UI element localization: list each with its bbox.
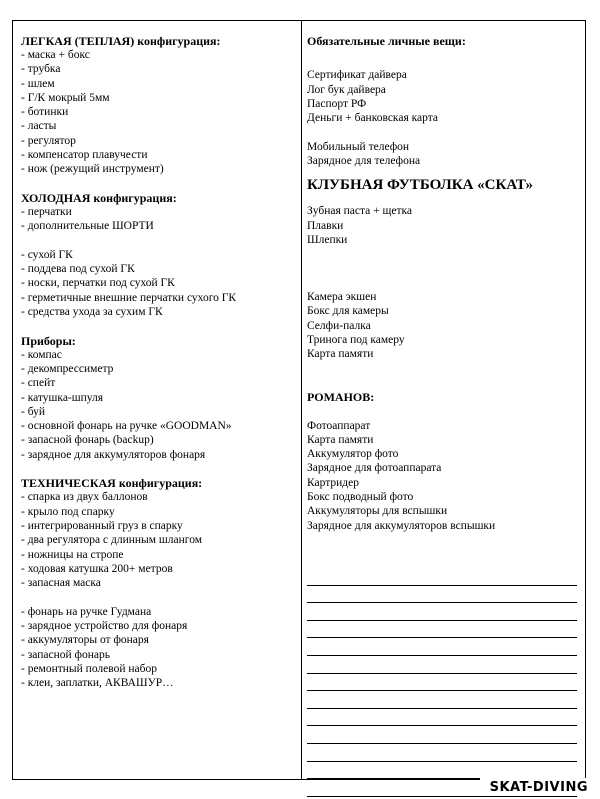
- left-column: [21, 34, 296, 690]
- list-item: - основной фонарь на ручке «GOODMAN»: [21, 420, 232, 433]
- tech-config-list: [21, 490, 296, 590]
- write-line: [307, 568, 577, 586]
- list-item: Селфи-палка: [307, 319, 371, 332]
- club-tshirt-heading: КЛУБНАЯ ФУТБОЛКА «СКАТ»: [307, 177, 534, 194]
- romanov-title: РОМАНОВ:: [307, 390, 375, 405]
- list-item: - дополнительные ШОРТИ: [21, 220, 154, 233]
- list-item: - компас: [21, 348, 62, 361]
- list-item: - катушка-шпуля: [21, 391, 104, 404]
- list-item: Зубная паста + щетка: [307, 205, 413, 218]
- list-item: - Г/К мокрый 5мм: [21, 91, 110, 104]
- list-item: - крыло под спарку: [21, 505, 115, 518]
- list-item: Картридер: [307, 476, 359, 489]
- list-item: Деньги + банковская карта: [307, 112, 438, 125]
- camera-list: [307, 290, 579, 361]
- right-column: [307, 34, 579, 533]
- list-item: Карта памяти: [307, 433, 374, 446]
- brand-label: SKAT-DIVING: [480, 778, 590, 796]
- list-item: - сухой ГК: [21, 248, 73, 261]
- light-config-list: [21, 48, 296, 177]
- write-line: [307, 744, 577, 762]
- cold-config-list: [21, 205, 296, 234]
- checklist-sheet: [12, 20, 586, 780]
- devices-title: Приборы:: [21, 333, 76, 348]
- list-item: - спарка из двух баллонов: [21, 491, 148, 504]
- list-item: - ботинки: [21, 106, 69, 119]
- list-item: - клеи, заплатки, АКВАШУР…: [21, 677, 174, 690]
- list-item: - буй: [21, 405, 46, 418]
- blank-write-lines: [307, 568, 577, 797]
- list-item: - носки, перчатки под сухой ГК: [21, 277, 175, 290]
- column-divider: [301, 21, 302, 779]
- list-item: - зарядное устройство для фонаря: [21, 619, 188, 632]
- list-item: - трубка: [21, 63, 61, 76]
- write-line: [307, 709, 577, 727]
- write-line: [307, 656, 577, 674]
- list-item: - средства ухода за сухим ГК: [21, 306, 163, 319]
- list-item: Сертификат дайвера: [307, 69, 407, 82]
- write-line: [307, 603, 577, 621]
- phone-list: [307, 140, 579, 169]
- list-item: - герметичные внешние перчатки сухого ГК: [21, 291, 237, 304]
- list-item: Фотоаппарат: [307, 419, 371, 432]
- tech-config-title: ТЕХНИЧЕСКАЯ конфигурация:: [21, 476, 203, 491]
- list-item: - ножницы на стропе: [21, 548, 124, 561]
- romanov-list: [307, 419, 579, 533]
- list-item: Лог бук дайвера: [307, 83, 386, 96]
- list-item: - регулятор: [21, 134, 76, 147]
- list-item: Паспорт РФ: [307, 97, 367, 110]
- list-item: - запасной фонарь (backup): [21, 434, 154, 447]
- dry-suit-list: [21, 248, 296, 319]
- list-item: - запасной фонарь: [21, 648, 110, 661]
- tech-extra-list: [21, 605, 296, 691]
- list-item: Карта памяти: [307, 348, 374, 361]
- list-item: Тринога под камеру: [307, 334, 405, 347]
- write-line: [307, 762, 577, 780]
- list-item: - два регулятора с длинным шлангом: [21, 534, 203, 547]
- list-item: - фонарь на ручке Гудмана: [21, 605, 152, 618]
- list-item: - поддева под сухой ГК: [21, 263, 135, 276]
- list-item: - перчатки: [21, 205, 72, 218]
- list-item: - аккумуляторы от фонаря: [21, 634, 149, 647]
- list-item: Мобильный телефон: [307, 140, 410, 153]
- write-line: [307, 638, 577, 656]
- list-item: - запасная маска: [21, 577, 101, 590]
- cold-config-title: ХОЛОДНАЯ конфигурация:: [21, 190, 177, 205]
- list-item: - декомпрессиметр: [21, 362, 114, 375]
- list-item: - зарядное для аккумуляторов фонаря: [21, 448, 206, 461]
- list-item: Аккумуляторы для вспышки: [307, 505, 448, 518]
- list-item: - маска + бокс: [21, 49, 90, 61]
- list-item: Плавки: [307, 219, 344, 232]
- personal-items-title: Обязательные личные вещи:: [307, 34, 466, 48]
- write-line: [307, 674, 577, 692]
- write-line: [307, 691, 577, 709]
- documents-list: [307, 68, 579, 125]
- list-item: - шлем: [21, 77, 55, 90]
- list-item: Бокс подводный фото: [307, 491, 414, 504]
- list-item: Зарядное для телефона: [307, 155, 421, 168]
- list-item: Зарядное для фотоаппарата: [307, 462, 442, 475]
- list-item: - ходовая катушка 200+ метров: [21, 562, 173, 575]
- list-item: Зарядное для аккумуляторов вспышки: [307, 519, 496, 532]
- list-item: Бокс для камеры: [307, 305, 389, 318]
- write-line: [307, 586, 577, 604]
- light-config-title: ЛЕГКАЯ (ТЕПЛАЯ) конфигурация:: [21, 34, 221, 48]
- list-item: - нож (режущий инструмент): [21, 163, 164, 176]
- list-item: - спейт: [21, 377, 56, 390]
- write-line: [307, 621, 577, 639]
- list-item: - ремонтный полевой набор: [21, 662, 158, 675]
- list-item: Шлепки: [307, 233, 348, 246]
- toiletries-list: [307, 204, 579, 247]
- list-item: - ласты: [21, 120, 57, 133]
- devices-list: [21, 348, 296, 462]
- write-line: [307, 726, 577, 744]
- list-item: Камера экшен: [307, 291, 377, 304]
- list-item: - компенсатор плавучести: [21, 149, 148, 162]
- list-item: Аккумулятор фото: [307, 448, 399, 461]
- list-item: - интегрированный груз в спарку: [21, 519, 183, 532]
